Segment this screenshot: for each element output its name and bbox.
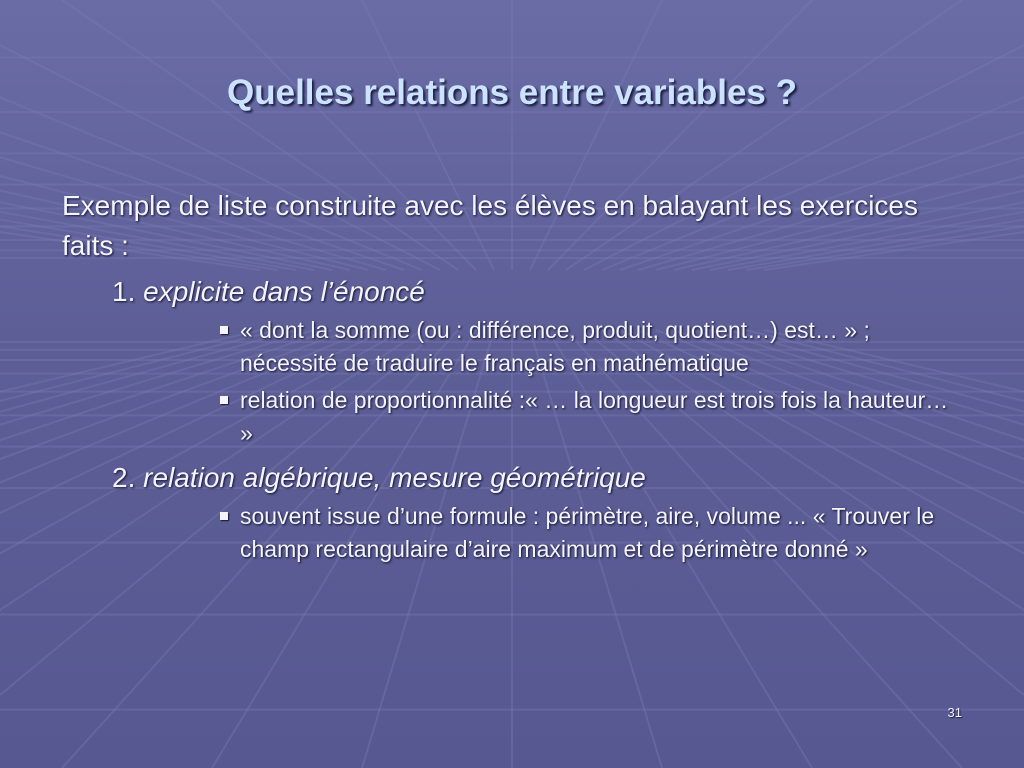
section-1-title: explicite dans l’énoncé [143, 276, 425, 307]
slide-content [62, 186, 962, 574]
square-bullet-icon [220, 326, 228, 334]
section-2-bullets [62, 500, 960, 566]
section-2-title: relation algébrique, mesure géométrique [143, 462, 646, 493]
section-2-number: 2. [112, 462, 136, 493]
section-1-heading [112, 272, 962, 312]
list-item [240, 500, 960, 566]
section-2-heading [112, 458, 962, 498]
list-item [240, 384, 960, 450]
bullet-text: souvent issue d’une formule : périmètre, aire, volume ... « Trouver le champ rectangulaire d’aire maximum et de périmètre donné » [240, 503, 935, 562]
section-1-bullets [62, 314, 960, 450]
bullet-text: « dont la somme (ou : différence, produit, quotient…) est… » ; nécessité de traduire le français en mathématique [240, 317, 870, 376]
square-bullet-icon [220, 512, 228, 520]
square-bullet-icon [220, 396, 228, 404]
section-1-number: 1. [112, 276, 136, 307]
slide-title: Quelles relations entre variables ? [227, 73, 797, 112]
page-number: 31 [947, 705, 962, 720]
list-item [240, 314, 960, 380]
bullet-text: relation de proportionnalité :« … la longueur est trois fois la hauteur… » [240, 387, 949, 446]
intro-text: Exemple de liste construite avec les élèves en balayant les exercices faits : [62, 190, 918, 261]
